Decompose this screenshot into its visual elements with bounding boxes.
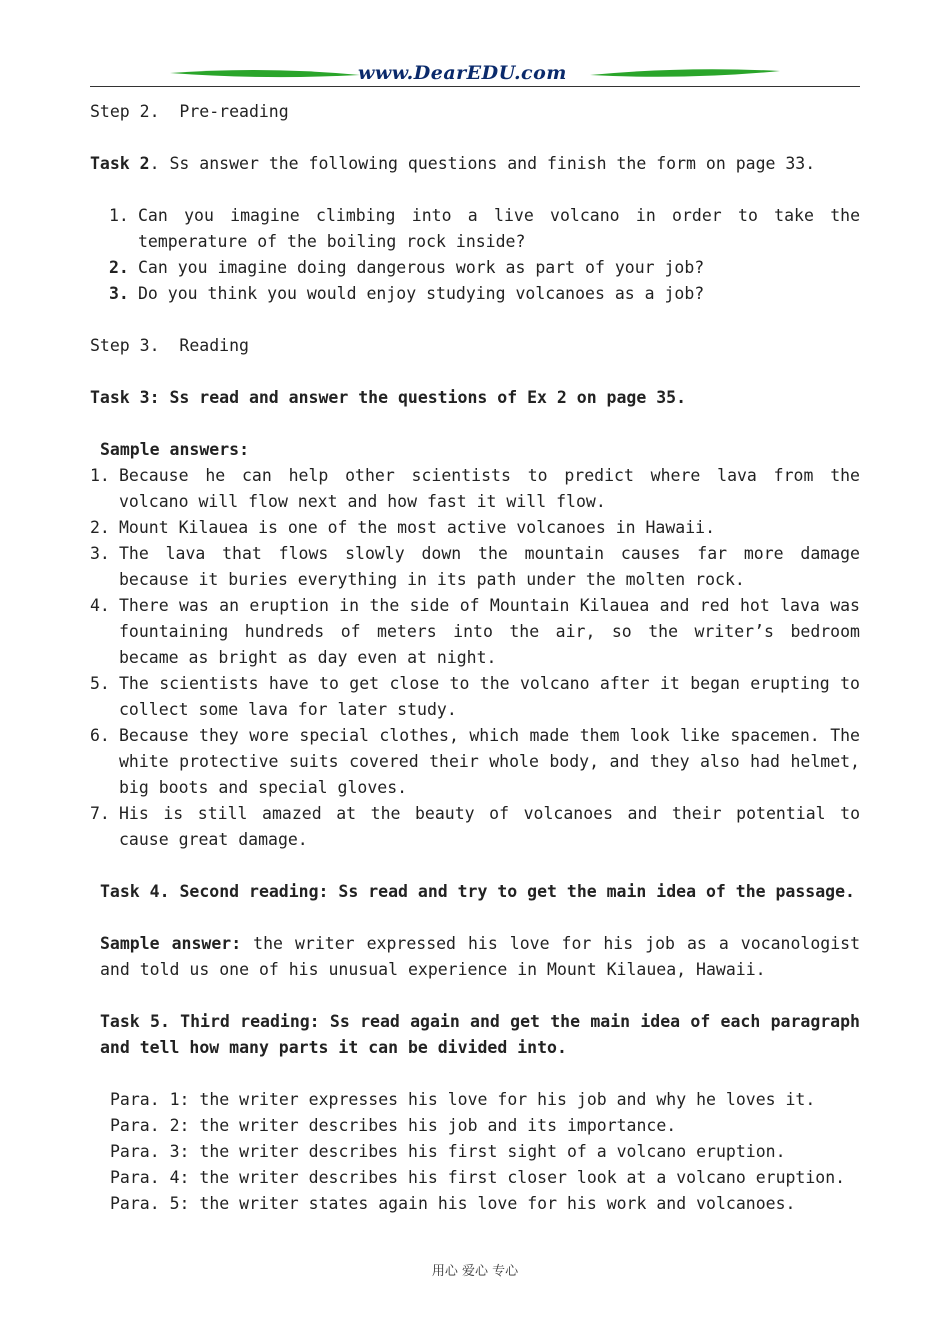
sample-answer-text: the writer expressed his love for his job as a vocanologist and told us one of his unusual experience in Mount Kilauea, Hawaii. [100,934,870,979]
task-2-label: Task 2 [90,154,150,173]
answer-number: 1. [90,466,110,485]
answer-text: The scientists have to get close to the volcano after it began erupting to collect some lava for later study. [119,674,860,719]
question-text: Can you imagine doing dangerous work as part of your job? [138,258,705,277]
answer-text: There was an eruption in the side of Mountain Kilauea and red hot lava was fountaining hundreds of meters into the air, so the writer’s bedroom became as bright as day even at night. [119,596,860,667]
answer-item [90,593,860,671]
document-body [90,99,870,1217]
answer-number: 6. [90,726,110,745]
answer-text: The lava that flows slowly down the mountain causes far more damage because it buries everything in its path under the molten rock. [119,544,860,589]
answer-text: Mount Kilauea is one of the most active volcanoes in Hawaii. [119,518,716,537]
sample-answer [90,931,870,983]
step-3-heading: Step 3. Reading [90,336,249,355]
sample-answer-label: Sample answer: [100,934,242,953]
page-footer: 用心 爱心 专心 [431,1264,519,1279]
task-2-text: . Ss answer the following questions and finish the form on page 33. [149,154,816,173]
answer-number: 2. [90,518,110,537]
sample-answers-label: Sample answers: [100,440,250,459]
site-logo: www.DearEDU.com [358,62,567,84]
question-number: 1. [109,206,129,225]
answer-item [90,723,860,801]
question-item [109,255,860,281]
paragraph-summary-list [90,1087,860,1217]
answer-number: 3. [90,544,110,563]
answer-list [90,463,860,853]
question-number: 3. [109,284,129,303]
paragraph-summary: Para. 3: the writer describes his first sight of a volcano eruption. [110,1142,786,1161]
task-2 [90,151,860,177]
answer-item [90,515,860,541]
step-2-heading: Step 2. Pre-reading [90,102,289,121]
task-3: Task 3: Ss read and answer the questions of Ex 2 on page 35. [90,388,687,407]
question-list [90,203,860,307]
answer-item [90,801,860,853]
task-4: Task 4. Second reading: Ss read and try to get the main idea of the passage. [100,882,855,901]
paragraph-summary: Para. 2: the writer describes his job and its importance. [110,1116,677,1135]
right-swoosh-decoration [590,66,780,80]
question-text: Can you imagine climbing into a live volcano in order to take the temperature of the boiling rock inside? [138,206,860,251]
paragraph-summary: Para. 1: the writer expresses his love for his job and why he loves it. [110,1090,816,1109]
answer-text: Because they wore special clothes, which made them look like spacemen. The white protective suits covered their whole body, and they also had helmet, big boots and special gloves. [119,726,860,797]
question-number: 2. [109,258,129,277]
header-rule [90,86,860,87]
answer-item [90,463,860,515]
paragraph-summary: Para. 4: the writer describes his first closer look at a volcano eruption. [110,1168,846,1187]
answer-number: 4. [90,596,110,615]
question-text: Do you think you would enjoy studying volcanoes as a job? [138,284,705,303]
question-item [109,281,860,307]
question-item [109,203,860,255]
answer-text: Because he can help other scientists to predict where lava from the volcano will flow next and how fast it will flow. [119,466,860,511]
left-swoosh-decoration [170,66,360,80]
page-header [90,60,860,90]
answer-item [90,671,860,723]
answer-number: 5. [90,674,110,693]
task-5: Task 5. Third reading: Ss read again and get the main idea of each paragraph and tell how many parts it can be divided into. [100,1012,870,1057]
answer-text: His is still amazed at the beauty of volcanoes and their potential to cause great damage. [119,804,860,849]
paragraph-summary: Para. 5: the writer states again his love for his work and volcanoes. [110,1194,796,1213]
answer-number: 7. [90,804,110,823]
answer-item [90,541,860,593]
